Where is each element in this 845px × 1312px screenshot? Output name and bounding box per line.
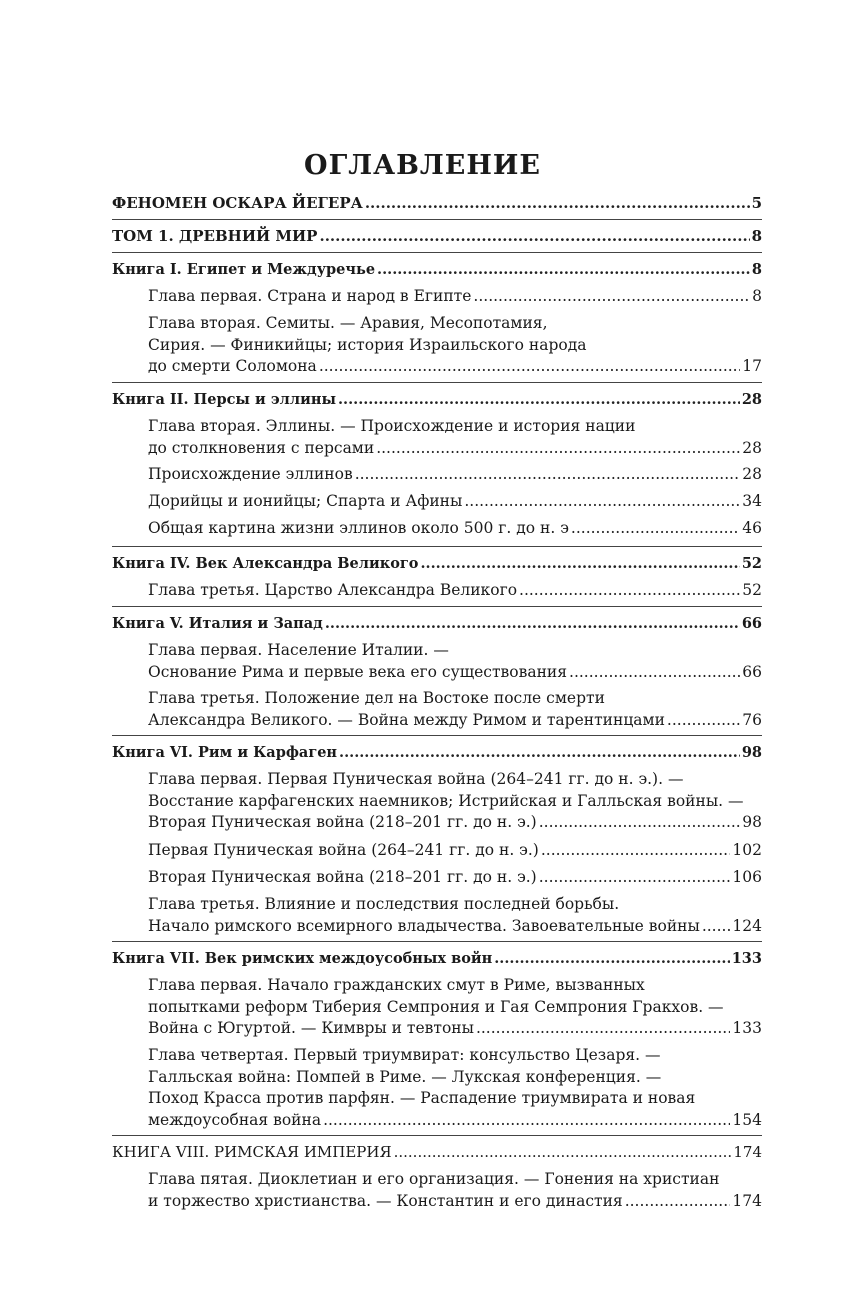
dot-leader [494,948,729,969]
page-number: 46 [742,519,762,537]
dot-leader [365,193,750,214]
toc-entry-text: Дорийцы и ионийцы; Спарта и Афины [148,492,463,510]
dot-leader [541,840,731,861]
page-number: 52 [741,555,762,572]
section-divider [112,546,762,547]
dot-leader [339,742,740,763]
section-divider [112,252,762,253]
toc-entry-text: Книга V. Италия и Запад [112,615,323,632]
toc-entry-text: Вторая Пуническая война (218–201 гг. до н. э.) [148,868,537,886]
toc-entry-text: Глава пятая. Диоклетиан и его организация. — Гонения на христиан [148,1170,720,1188]
dot-leader [667,710,740,731]
toc-entry-text: Александра Великого. — Война между Римом и тарентинцами [148,710,665,729]
section-divider [112,735,762,736]
toc-entry-text: Глава третья. Царство Александра Великого [148,581,518,599]
page-number: 98 [742,813,762,831]
page-number: 5 [751,194,762,212]
toc-entry-text: Книга VI. Рим и Карфаген [112,744,338,761]
dot-leader [519,580,740,601]
page-number: 8 [752,287,762,305]
page-number: 28 [742,438,762,457]
toc-entry-text: Сирия. — Финикийцы; история Израильского народа [148,335,587,354]
toc-entry-text: Книга VII. Век римских междоусобных войн [112,950,493,967]
dot-leader [325,613,740,634]
toc-entry-text: Глава первая. Страна и народ в Египте [148,287,472,305]
toc-entry-text: Глава третья. Влияние и последствия последней борьбы. [148,895,620,913]
dot-leader [355,464,741,485]
toc-entry-text: Основание Рима и первые века его существования [148,662,568,681]
page-number: 124 [732,916,762,935]
section-divider [112,606,762,607]
dot-leader [464,491,740,512]
page-number: 102 [732,841,762,859]
page-number: 133 [731,950,762,967]
toc-entry-text: Глава первая. Начало гражданских смут в Риме, вызванных [148,976,645,994]
toc-entry-text: до столкновения с персами [148,438,375,457]
page-number: 28 [741,391,762,408]
dot-leader [539,812,741,833]
page-number: 34 [742,492,762,510]
toc-entry-text: Восстание карфагенских наемников; Истрийская и Галльская войны. — [148,791,744,810]
page-number: 17 [742,357,762,375]
toc-entry-text: Поход Красса против парфян. — Распадение триумвирата и новая [148,1089,696,1107]
page-number: 66 [741,615,762,632]
toc-entry-text: Война с Югуртой. — Кимвры и тевтоны [148,1019,474,1037]
toc-entry-text: Книга II. Персы и эллины [112,391,336,408]
toc-entry-text: Книга IV. Век Александра Великого [112,555,419,572]
dot-leader [323,1110,730,1131]
section-divider [112,382,762,383]
toc-entry-text: Глава третья. Положение дел на Востоке после смерти [148,689,605,707]
toc-entry-text: Вторая Пуническая война (218–201 гг. до н. э.) [148,813,537,831]
dot-leader [319,226,749,247]
toc-entry-text: и торжество христианства. — Константин и его династия [148,1191,623,1210]
page-number: 98 [741,744,762,761]
toc-entry-text: Глава первая. Первая Пуническая война (264–241 гг. до н. э.). — [148,770,684,788]
toc-entry-text: Общая картина жизни эллинов около 500 г. до н. э [148,519,569,537]
dot-leader [539,867,731,888]
page-title: ОГЛАВЛЕНИЕ [304,150,541,181]
toc-entry-text: Глава первая. Население Италии. — [148,641,449,659]
section-divider [112,941,762,942]
toc-entry-text: ТОМ 1. ДРЕВНИЙ МИР [112,227,318,245]
dot-leader [473,286,750,307]
toc-entry-text: Галльская война: Помпей в Риме. — Лукская конференция. — [148,1067,662,1086]
page-number: 76 [742,710,762,729]
page-number: 28 [742,465,762,483]
dot-leader [702,916,731,937]
page-number: 106 [732,868,762,886]
toc-entry-text: Первая Пуническая война (264–241 гг. до н. э.) [148,841,539,859]
dot-leader [625,1191,731,1212]
dot-leader [394,1142,732,1163]
page-number: 133 [732,1019,762,1037]
toc-entry-text: Начало римского всемирного владычества. Завоевательные войны [148,916,700,935]
toc-entry-text: Происхождение эллинов [148,465,353,483]
page-number: 8 [751,227,762,245]
page-number: 66 [742,662,762,681]
page-number: 8 [751,261,762,278]
page-number: 174 [733,1143,762,1161]
toc-entry-text: КНИГА VIII. РИМСКАЯ ИМПЕРИЯ [112,1143,392,1161]
toc-entry-text: ФЕНОМЕН ОСКАРА ЙЕГЕРА [112,194,363,212]
dot-leader [571,518,740,539]
dot-leader [569,662,740,683]
toc-entry-text: попытками реформ Тиберия Семпрония и Гая Семпрония Гракхов. — [148,997,724,1016]
toc-entry-text: Глава четвертая. Первый триумвират: консульство Цезаря. — [148,1046,661,1064]
dot-leader [319,356,740,377]
dot-leader [476,1018,730,1039]
page-number: 154 [732,1110,762,1129]
dot-leader [338,389,740,410]
dot-leader [377,259,750,280]
section-divider [112,1135,762,1136]
page-number: 174 [732,1191,762,1210]
toc-entry-text: Глава вторая. Эллины. — Происхождение и история нации [148,417,636,435]
dot-leader [376,438,740,459]
toc-entry-text: до смерти Соломона [148,357,317,375]
section-divider [112,219,762,220]
toc-entry-text: Глава вторая. Семиты. — Аравия, Месопотамия, [148,314,548,332]
toc-entry-text: междоусобная война [148,1110,322,1129]
dot-leader [420,553,739,574]
page-number: 52 [742,581,762,599]
toc-entry-text: Книга I. Египет и Междуречье [112,261,376,278]
